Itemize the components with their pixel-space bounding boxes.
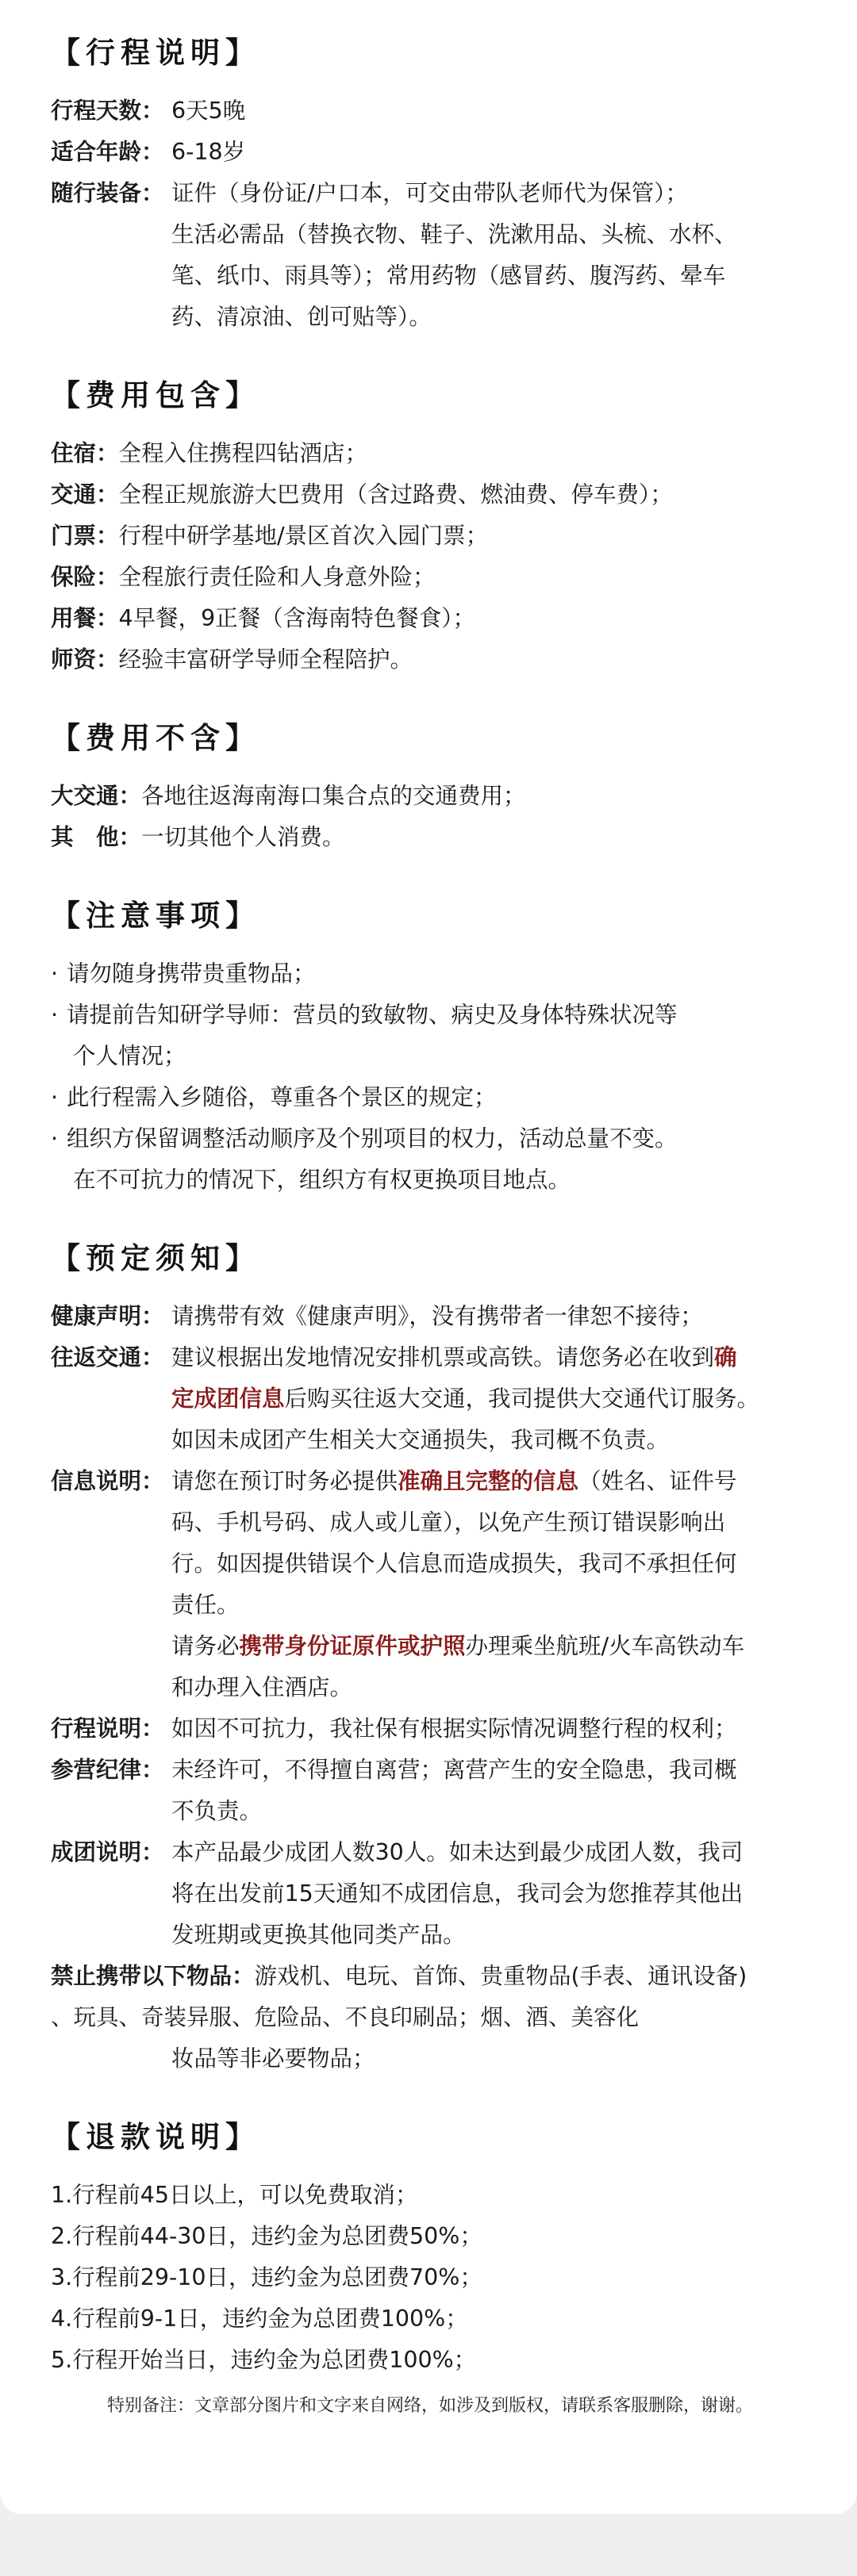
health-label: 健康声明：: [51, 1303, 164, 1329]
info-line: 码、手机号码、成人或儿童），以免产生预订错误影响出: [171, 1509, 726, 1535]
group-line: 将在出发前15天通知不成团信息，我司会为您推荐其他出: [171, 1880, 744, 1907]
bullet: ·: [51, 960, 59, 987]
transport-label: 往返交通：: [51, 1344, 164, 1370]
info-line: 行。如因提供错误个人信息而造成损失，我司不承担任何: [171, 1551, 737, 1577]
info-line: [171, 1461, 809, 1502]
plan-value: 如因不可抗力，我社保有根据实际情况调整行程的权利；: [171, 1715, 737, 1742]
refund-item: 5.行程开始当日，违约金为总团费100%；: [51, 2347, 477, 2373]
itinerary-section: [51, 30, 809, 338]
gear-line: 笔、纸巾、雨具等）；常用药物（感冒药、腹泻药、晕车: [171, 263, 726, 289]
plan-row: [51, 1708, 809, 1750]
excluded-label: 其 他：: [51, 824, 142, 850]
refund-item: 3.行程前29-10日，违约金为总团费70%；: [51, 2264, 482, 2290]
transport-highlight: 定成团信息: [171, 1386, 285, 1412]
health-value: 请携带有效《健康声明》，没有携带者一律恕不接待；: [171, 1303, 703, 1329]
info-text: （姓名、证件号: [578, 1468, 737, 1494]
refund-item: 4.行程前9-1日，违约金为总团费100%；: [51, 2306, 468, 2332]
included-item: [51, 557, 809, 598]
gear-label: 随行装备：: [51, 180, 164, 206]
included-value: 全程旅行责任险和人身意外险；: [118, 564, 436, 590]
days-row: [51, 90, 809, 132]
info-line: [171, 1626, 809, 1667]
notice-item: [51, 1077, 809, 1118]
transport-line: 如因未成团产生相关大交通损失，我司概不负责。: [171, 1427, 670, 1453]
gear-line: 生活必需品（替换衣物、鞋子、洗漱用品、头梳、水杯、: [171, 221, 737, 247]
discipline-label: 参营纪律：: [51, 1757, 164, 1783]
bullet: ·: [51, 1002, 59, 1028]
included-item: [51, 598, 809, 639]
refund-item: 1.行程前45日以上，可以免费取消；: [51, 2182, 418, 2208]
ban-line: 、玩具、奇装异服、危险品、不良印刷品；烟、酒、美容化: [51, 2004, 640, 2030]
booking-section: [51, 1236, 809, 2080]
included-label: 保险：: [51, 564, 119, 590]
included-item: [51, 516, 809, 557]
notice-item: [51, 953, 809, 995]
notice-line: 在不可抗力的情况下，组织方有权更换项目地点。: [73, 1167, 571, 1193]
included-label: 师资：: [51, 646, 119, 673]
excluded-label: 大交通：: [51, 783, 142, 809]
included-item: [51, 433, 809, 474]
excluded-item: [51, 776, 809, 817]
transport-line: [171, 1337, 809, 1378]
info-row: [51, 1461, 809, 1708]
plan-label: 行程说明：: [51, 1715, 164, 1742]
notice-line: 请勿随身携带贵重物品；: [67, 960, 316, 987]
health-row: [51, 1296, 809, 1337]
ban-line: 游戏机、电玩、首饰、贵重物品(手表、通讯设备): [254, 1963, 747, 1989]
age-row: [51, 132, 809, 173]
footer-note: 特别备注：文章部分图片和文字来自网络，如涉及到版权，请联系客服删除，谢谢。: [106, 2396, 753, 2416]
bullet: ·: [51, 1084, 59, 1110]
refund-section: [51, 2114, 809, 2422]
info-label: 信息说明：: [51, 1468, 164, 1494]
discipline-line: 不负责。: [171, 1798, 263, 1824]
gear-line: 药、清凉油、创可贴等）。: [171, 304, 432, 330]
gear-line: 证件（身份证/户口本，可交由带队老师代为保管）；: [171, 180, 688, 206]
info-text: 请务必: [171, 1633, 240, 1659]
transport-line: [171, 1378, 809, 1420]
refund-item: 2.行程前44-30日，违约金为总团费50%；: [51, 2223, 482, 2249]
info-text: 办理乘坐航班/火车高铁动车: [465, 1633, 745, 1659]
ban-label: 禁止携带以下物品：: [51, 1963, 255, 1989]
discipline-line: 未经许可，不得擅自离营；离营产生的安全隐患，我司概: [171, 1757, 737, 1783]
group-line: 本产品最少成团人数30人。如未达到最少成团人数，我司: [171, 1839, 744, 1865]
transport-text: 建议根据出发地情况安排机票或高铁。请您务必在收到: [171, 1344, 715, 1370]
discipline-row: [51, 1750, 809, 1832]
excluded-title: 【费用不含】: [51, 721, 260, 755]
transport-row: [51, 1337, 809, 1461]
included-item: [51, 639, 809, 680]
included-value: 经验丰富研学导师全程陪护。: [118, 646, 413, 673]
notice-section: [51, 893, 809, 1201]
info-highlight: 准确且完整的信息: [398, 1468, 579, 1494]
notice-line: 请提前告知研学导师：营员的致敏物、病史及身体特殊状况等: [67, 1002, 678, 1028]
bullet: ·: [51, 1125, 59, 1152]
age-value: 6-18岁: [171, 139, 246, 165]
info-highlight: 携带身份证原件或护照: [239, 1633, 466, 1659]
info-line: 和办理入住酒店。: [171, 1674, 353, 1700]
included-section: [51, 373, 809, 680]
included-value: 4早餐，9正餐（含海南特色餐食）；: [118, 605, 476, 631]
included-value: 行程中研学基地/景区首次入园门票；: [118, 523, 489, 549]
gear-row: [51, 173, 809, 338]
booking-title: 【预定须知】: [51, 1241, 260, 1275]
notice-line: 此行程需入乡随俗，尊重各个景区的规定；: [67, 1084, 497, 1110]
days-label: 行程天数：: [51, 98, 164, 124]
excluded-item: [51, 817, 809, 858]
included-title: 【费用包含】: [51, 378, 260, 412]
notice-line: 个人情况；: [73, 1043, 186, 1069]
excluded-section: [51, 715, 809, 858]
excluded-value: 各地往返海南海口集合点的交通费用；: [141, 783, 526, 809]
included-value: 全程正规旅游大巴费用（含过路费、燃油费、停车费）；: [118, 481, 673, 508]
transport-text: 后购买往返大交通，我司提供大交通代订服务。: [284, 1386, 760, 1412]
group-row: [51, 1832, 809, 1956]
itinerary-title: 【行程说明】: [51, 36, 260, 70]
info-text: 请您在预订时务必提供: [171, 1468, 398, 1494]
ban-cont-row: [51, 1997, 809, 2080]
ban-row: [51, 1956, 809, 1997]
age-label: 适合年龄：: [51, 139, 164, 165]
included-label: 门票：: [51, 523, 119, 549]
included-label: 住宿：: [51, 440, 119, 466]
notice-line: 组织方保留调整活动顺序及个别项目的权力，活动总量不变。: [67, 1125, 678, 1152]
included-label: 用餐：: [51, 605, 119, 631]
group-line: 发班期或更换其他同类产品。: [171, 1922, 466, 1948]
info-line: 责任。: [171, 1592, 240, 1618]
notice-item: [51, 1118, 809, 1201]
notice-title: 【注意事项】: [51, 899, 260, 933]
ban-line: 妆品等非必要物品；: [171, 2045, 375, 2072]
refund-title: 【退款说明】: [51, 2120, 260, 2154]
group-label: 成团说明：: [51, 1839, 164, 1865]
notice-item: [51, 995, 809, 1077]
included-label: 交通：: [51, 481, 119, 508]
days-value: 6天5晚: [171, 98, 246, 124]
included-value: 全程入住携程四钻酒店；: [118, 440, 368, 466]
transport-highlight: 确: [714, 1344, 737, 1370]
excluded-value: 一切其他个人消费。: [141, 824, 345, 850]
included-item: [51, 474, 809, 516]
